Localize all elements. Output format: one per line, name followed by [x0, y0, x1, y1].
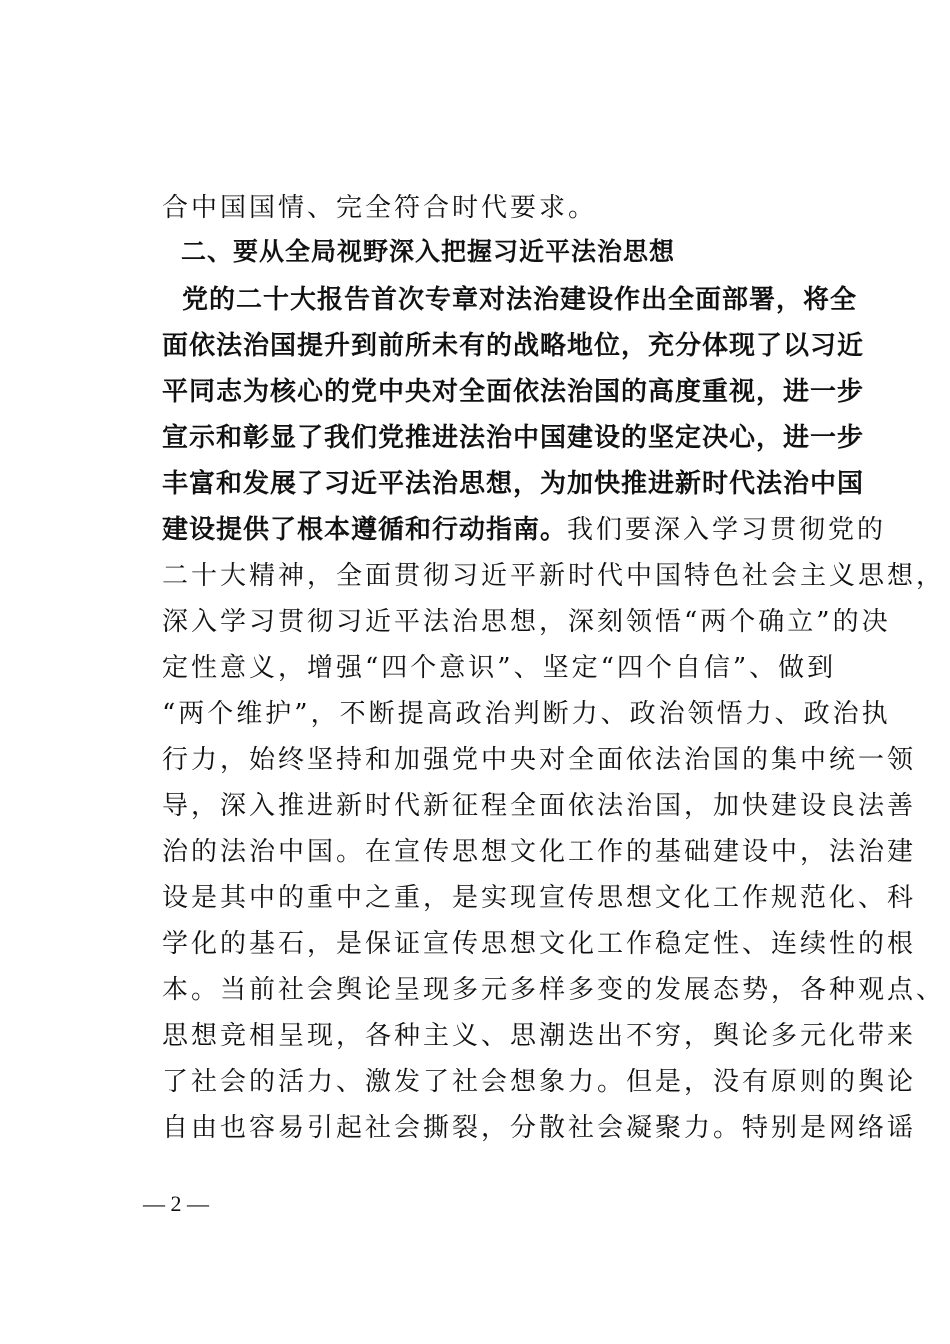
text-line: 面依法治国提升到前所未有的战略地位，充分体现了以习近 — [162, 331, 865, 361]
text-line: 深入学习贯彻习近平法治思想，深刻领悟“两个确立”的决 — [162, 607, 891, 637]
text-line: 本。当前社会舆论呈现多元多样多变的发展态势，各种观点、 — [162, 975, 946, 1005]
text-line: 二十大精神，全面贯彻习近平新时代中国特色社会主义思想， — [162, 561, 946, 591]
text-line: 自由也容易引起社会撕裂，分散社会凝聚力。特别是网络谣 — [162, 1113, 917, 1143]
regular-text-run: 我们要深入学习贯彻党的 — [567, 515, 887, 545]
text-line: 宣示和彰显了我们党推进法治中国建设的坚定决心，进一步 — [162, 423, 865, 453]
continuation-line — [162, 185, 832, 231]
text-line: “两个维护”，不断提高政治判断力、政治领悟力、政治执 — [162, 699, 891, 729]
text-line: 党的二十大报告首次专章对法治建设作出全面部署，将全 — [182, 285, 858, 315]
text-line — [162, 507, 887, 553]
text-line: 学化的基石，是保证宣传思想文化工作稳定性、连续性的根 — [162, 929, 917, 959]
text-line: 了社会的活力、激发了社会想象力。但是，没有原则的舆论 — [162, 1067, 917, 1097]
text-line: 合中国国情、完全符合时代要求。 — [162, 193, 598, 223]
text-line: 导，深入推进新时代新征程全面依法治国，加快建设良法善 — [162, 791, 917, 821]
text-line: 设是其中的重中之重，是实现宣传思想文化工作规范化、科 — [162, 883, 917, 913]
text-line: 平同志为核心的党中央对全面依法治国的高度重视，进一步 — [162, 377, 865, 407]
text-line: 行力，始终坚持和加强党中央对全面依法治国的集中统一领 — [162, 745, 917, 775]
text-line: 治的法治中国。在宣传思想文化工作的基础建设中，法治建 — [162, 837, 917, 867]
text-line: 思想竞相呈现，各种主义、思潮迭出不穷，舆论多元化带来 — [162, 1021, 917, 1051]
page-number: — 2 — — [143, 1191, 209, 1216]
bold-text-run: 建设提供了根本遵循和行动指南。 — [162, 515, 568, 545]
text-line: 定性意义，增强“四个意识”、坚定“四个自信”、做到 — [162, 653, 837, 683]
text-line: 丰富和发展了习近平法治思想，为加快推进新时代法治中国 — [162, 469, 865, 499]
section-heading: 二、要从全局视野深入把握习近平法治思想 — [181, 237, 676, 266]
body-paragraph — [162, 277, 946, 1151]
